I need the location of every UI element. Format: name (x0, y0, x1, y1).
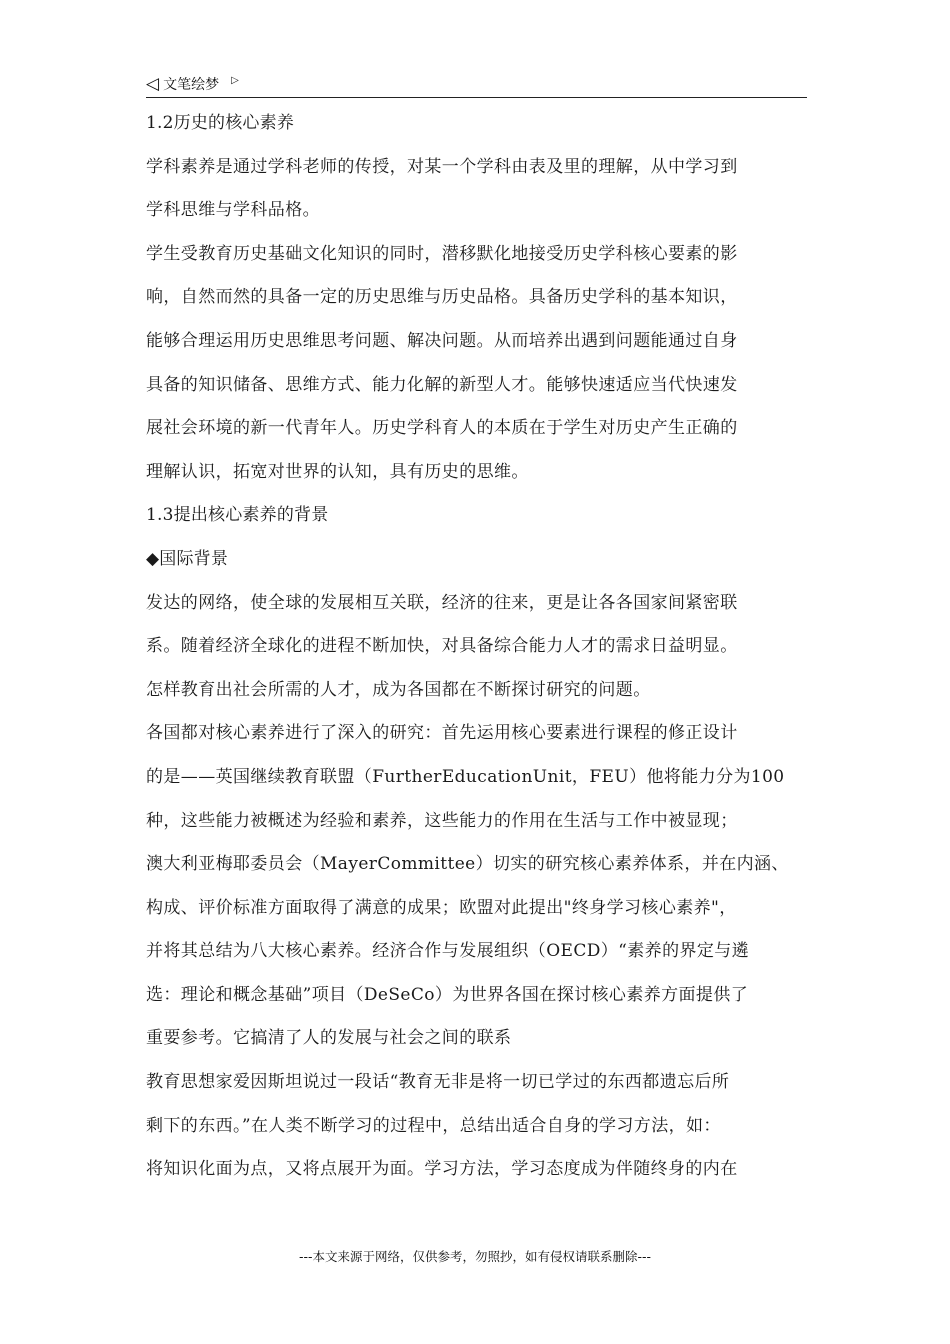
text-line: 的是——英国继续教育联盟（FurtherEducationUnit，FEU）他将能力分为100 (146, 766, 785, 787)
text-line: 学生受教育历史基础文化知识的同时，潜移默化地接受历史学科核心要素的影 (146, 243, 738, 264)
text-line: 展社会环境的新一代青年人。历史学科育人的本质在于学生对历史产生正确的 (146, 418, 738, 439)
text-line: 理解认识，拓宽对世界的认知，具有历史的思维。 (146, 461, 529, 482)
text-line: 系。随着经济全球化的进程不断加快，对具备综合能力人才的需求日益明显。 (146, 636, 738, 657)
header-rule (146, 97, 807, 98)
text-line: 怎样教育出社会所需的人才，成为各国都在不断探讨研究的问题。 (146, 679, 651, 700)
subsection-heading: ◆国际背景 (146, 548, 229, 569)
text-line: 种，这些能力被概述为经验和素养，这些能力的作用在生活与工作中被显现； (146, 810, 738, 831)
right-triangle-icon: ▷ (231, 74, 239, 86)
text-line: 选：理论和概念基础”项目（DeSeCo）为世界各国在探讨核心素养方面提供了 (146, 984, 749, 1005)
page-header (146, 72, 807, 96)
text-line: 发达的网络，使全球的发展相互关联，经济的往来，更是让各各国家间紧密联 (146, 592, 738, 613)
document-body (146, 113, 814, 1203)
text-line: 重要参考。它搞清了人的发展与社会之间的联系 (146, 1028, 512, 1049)
header-title: 文笔绘梦 (163, 77, 220, 93)
text-line: 能够合理运用历史思维思考问题、解决问题。从而培养出遇到问题能通过自身 (146, 330, 738, 351)
text-line: 澳大利亚梅耶委员会（MayerCommittee）切实的研究核心素养体系，并在内涵、 (146, 854, 789, 875)
text-line: 学科思维与学科品格。 (146, 200, 320, 221)
section-heading: 1.2历史的核心素养 (146, 113, 295, 133)
text-line: 将知识化面为点，又将点展开为面。学习方法，学习态度成为伴随终身的内在 (146, 1159, 738, 1180)
text-line: 学科素养是通过学科老师的传授，对某一个学科由表及里的理解，从中学习到 (146, 156, 738, 177)
text-line: 具备的知识储备、思维方式、能力化解的新型人才。能够快速适应当代快速发 (146, 374, 738, 395)
text-line: 响，自然而然的具备一定的历史思维与历史品格。具备历史学科的基本知识， (146, 287, 738, 308)
text-line: 教育思想家爱因斯坦说过一段话“教育无非是将一切已学过的东西都遗忘后所 (146, 1072, 730, 1093)
text-line: 并将其总结为八大核心素养。经济合作与发展组织（OECD）“素养的界定与遴 (146, 941, 750, 962)
left-triangle-icon: ◁ (146, 73, 160, 94)
section-heading: 1.3提出核心素养的背景 (146, 505, 329, 526)
page-footer: ---本文来源于网络，仅供参考，勿照抄，如有侵权请联系删除--- (298, 1249, 652, 1264)
text-line: 剩下的东西。”在人类不断学习的过程中，总结出适合自身的学习方法，如： (146, 1115, 721, 1136)
text-line: 构成、评价标准方面取得了满意的成果；欧盟对此提出"终身学习核心素养"， (146, 897, 737, 918)
text-line: 各国都对核心素养进行了深入的研究：首先运用核心要素进行课程的修正设计 (146, 723, 738, 744)
